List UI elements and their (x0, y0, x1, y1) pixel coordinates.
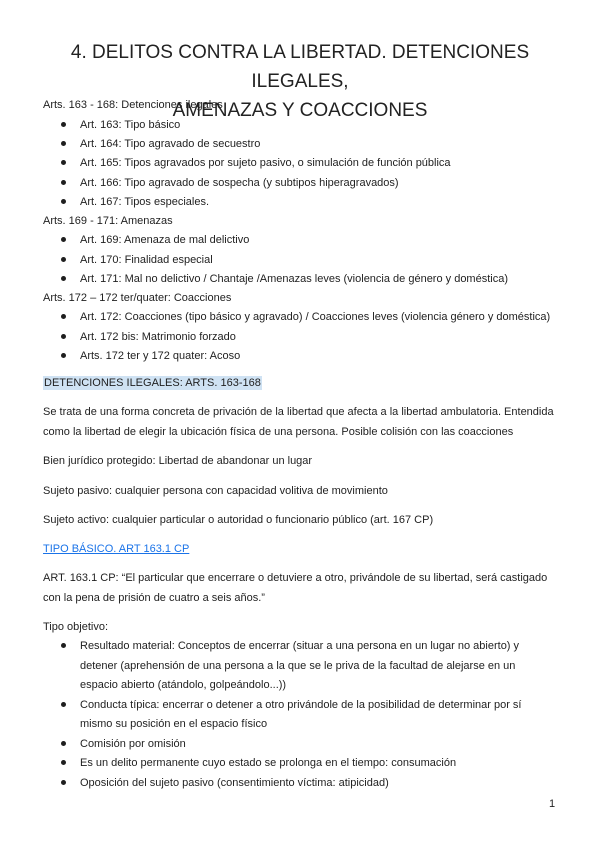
outline-item: Art. 163: Tipo básico (80, 119, 181, 131)
outline-item: Arts. 172 ter y 172 quater: Acoso (80, 350, 241, 362)
tipo-objetivo-item: Resultado material: Conceptos de encerrar (situar a una persona en un lugar no abierto) y (80, 640, 520, 652)
outline-item: Art. 166: Tipo agravado de sospecha (y subtipos hiperagravados) (80, 177, 399, 189)
outline-heading-detenciones: Arts. 163 - 168: Detenciones ilegales (43, 99, 223, 111)
bullet-dot (61, 760, 66, 765)
tipo-basico-link[interactable]: TIPO BÁSICO. ART 163.1 CP (43, 543, 190, 555)
section-heading (43, 376, 262, 390)
tipo-objetivo-item-cont: espacio abierto (atándolo, golpeándolo...)) (80, 679, 287, 691)
highlighted-heading: DETENCIONES ILEGALES: ARTS. 163-168 (44, 377, 261, 389)
bullet-dot (61, 180, 66, 185)
article-quote-line: ART. 163.1 CP: “El particular que encerrare o detuviere a otro, privándole de su libertad, será castigado (43, 572, 548, 584)
bullet-dot (61, 122, 66, 127)
tipo-basico-link-line (43, 542, 189, 556)
bullet-dot (61, 199, 66, 204)
bullet-dot (61, 237, 66, 242)
bien-juridico: Bien jurídico protegido: Libertad de abandonar un lugar (43, 455, 313, 467)
tipo-objetivo-item: Conducta típica: encerrar o detener a otro privándole de la posibilidad de determinar por sí (80, 699, 522, 711)
outline-item: Art. 171: Mal no delictivo / Chantaje /Amenazas leves (violencia de género y doméstica) (80, 273, 508, 285)
sujeto-pasivo: Sujeto pasivo: cualquier persona con capacidad volitiva de movimiento (43, 485, 388, 497)
page-number: 1 (549, 798, 556, 810)
bullet-dot (61, 741, 66, 746)
outline-item: Art. 170: Finalidad especial (80, 254, 213, 266)
outline-item: Art. 172: Coacciones (tipo básico y agravado) / Coacciones leves (violencia género y doméstica) (80, 311, 551, 323)
bullet-dot (61, 353, 66, 358)
bullet-dot (61, 276, 66, 281)
title-line-2: AMENAZAS Y COACCIONES (172, 100, 428, 121)
intro-paragraph-line: Se trata de una forma concreta de privación de la libertad que afecta a la libertad ambulatoria. Entendida (43, 406, 554, 418)
tipo-objetivo-item: Oposición del sujeto pasivo (consentimiento víctima: atipicidad) (80, 777, 389, 789)
outline-item: Art. 164: Tipo agravado de secuestro (80, 138, 261, 150)
article-quote-line: con la pena de prisión de cuatro a seis años.” (43, 592, 265, 604)
outline-item: Art. 169: Amenaza de mal delictivo (80, 234, 250, 246)
tipo-objetivo-item: Es un delito permanente cuyo estado se prolonga en el tiempo: consumación (80, 757, 457, 769)
tipo-objetivo-label: Tipo objetivo: (43, 621, 109, 633)
outline-item: Art. 172 bis: Matrimonio forzado (80, 331, 236, 343)
bullet-dot (61, 314, 66, 319)
title-line-1: 4. DELITOS CONTRA LA LIBERTAD. DETENCIONES ILEGALES, (70, 42, 530, 92)
tipo-objetivo-item-cont: mismo su posición en el espacio físico (80, 718, 268, 730)
outline-item: Art. 165: Tipos agravados por sujeto pasivo, o simulación de función pública (80, 157, 451, 169)
outline-heading-coacciones: Arts. 172 – 172 ter/quater: Coacciones (43, 292, 232, 304)
intro-paragraph-line: como la libertad de elegir la ubicación física de una persona. Posible colisión con las coacciones (43, 426, 514, 438)
bullet-dot (61, 160, 66, 165)
bullet-dot (61, 141, 66, 146)
bullet-dot (61, 780, 66, 785)
sujeto-activo: Sujeto activo: cualquier particular o autoridad o funcionario público (art. 167 CP) (43, 514, 434, 526)
outline-item: Art. 167: Tipos especiales. (80, 196, 210, 208)
bullet-dot (61, 643, 66, 648)
bullet-dot (61, 257, 66, 262)
tipo-objetivo-item-cont: detener (aprehensión de una persona a la que se le priva de la facultad de alejarse en un (80, 660, 516, 672)
outline-heading-amenazas: Arts. 169 - 171: Amenazas (43, 215, 173, 227)
bullet-dot (61, 702, 66, 707)
tipo-objetivo-item: Comisión por omisión (80, 738, 186, 750)
bullet-dot (61, 334, 66, 339)
